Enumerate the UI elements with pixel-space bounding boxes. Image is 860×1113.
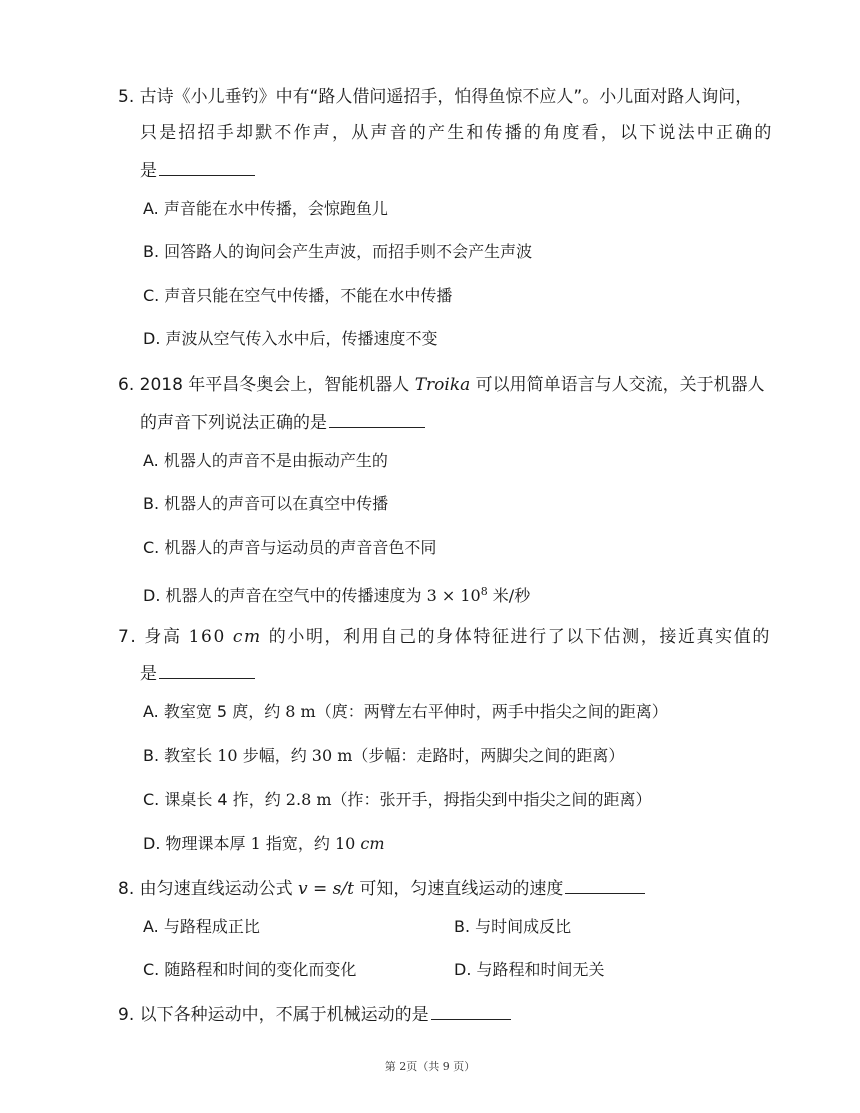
q9-answer-blank[interactable]: [431, 1002, 511, 1020]
q6-option-c[interactable]: C. 机器人的声音与运动员的声音音色不同: [143, 538, 437, 557]
q9-line-1: 9. 以下各种运动中，不属于机械运动的是: [118, 1002, 511, 1028]
q5-option-a[interactable]: A. 声音能在水中传播，会惊跑鱼儿: [143, 199, 388, 218]
q6-option-b[interactable]: B. 机器人的声音可以在真空中传播: [143, 494, 389, 513]
q8-line-1: 8. 由匀速直线运动公式 v = s/t 可知，匀速直线运动的速度: [118, 876, 645, 902]
q5-option-b[interactable]: B. 回答路人的询问会产生声波，而招手则不会产生声波: [143, 242, 533, 261]
q7-line-2: 是: [140, 661, 255, 687]
q7-option-d[interactable]: D. 物理课本厚 1 指宽，约 10 cm: [143, 834, 385, 853]
q6-option-a[interactable]: A. 机器人的声音不是由振动产生的: [143, 451, 388, 470]
q7-option-a[interactable]: A. 教室宽 5 庹，约 8 m（庹：两臂左右平伸时，两手中指尖之间的距离）: [143, 702, 668, 721]
q6-option-d[interactable]: D. 机器人的声音在空气中的传播速度为 $3 \times 10^8$ 米/秒: [143, 585, 531, 605]
q5-line-3: [140, 158, 255, 184]
q7-line-1: 7. 身高 160 cm 的小明，利用自己的身体特征进行了以下估测，接近真实值的: [118, 627, 771, 647]
q7-answer-blank[interactable]: [159, 661, 255, 679]
q5-text-3: 是: [140, 161, 157, 181]
q6-line-1: 6. 2018 年平昌冬奥会上，智能机器人 Troika 可以用简单语言与人交流，关于机器人: [118, 375, 765, 395]
q7-option-b[interactable]: B. 教室长 10 步幅，约 30 m（步幅：走路时，两脚尖之间的距离）: [143, 746, 625, 765]
q5-line-2: [140, 120, 774, 146]
q8-option-d[interactable]: D. 与路程和时间无关: [454, 960, 605, 979]
q5-option-c[interactable]: C. 声音只能在空气中传播，不能在水中传播: [143, 286, 453, 305]
q8-option-a[interactable]: A. 与路程成正比: [143, 917, 260, 936]
q6-robot-name: Troika: [414, 375, 471, 395]
q5-text-1: 5. 古诗《小儿垂钓》中有“路人借问遥招手，怕得鱼惊不应人”。小儿面对路人询问，: [118, 87, 753, 107]
page-footer: 第 2页（共 9 页）: [384, 1060, 476, 1073]
q5-line-1: [118, 84, 752, 110]
q5-answer-blank[interactable]: [159, 158, 255, 176]
q6-answer-blank[interactable]: [329, 410, 425, 428]
q8-option-b[interactable]: B. 与时间成反比: [454, 917, 572, 936]
q5-text-2: 只是招招手却默不作声，从声音的产生和传播的角度看，以下说法中正确的: [140, 123, 774, 143]
q6-line-2: 的声音下列说法正确的是: [140, 410, 425, 436]
q8-option-c[interactable]: C. 随路程和时间的变化而变化: [143, 960, 357, 979]
q7-option-c[interactable]: C. 课桌长 4 拃，约 2.8 m（拃：张开手，拇指尖到中指尖之间的距离）: [143, 790, 652, 809]
q8-answer-blank[interactable]: [565, 876, 645, 894]
q5-option-d[interactable]: D. 声波从空气传入水中后，传播速度不变: [143, 329, 438, 348]
q8-formula: v = s/t: [298, 879, 354, 899]
